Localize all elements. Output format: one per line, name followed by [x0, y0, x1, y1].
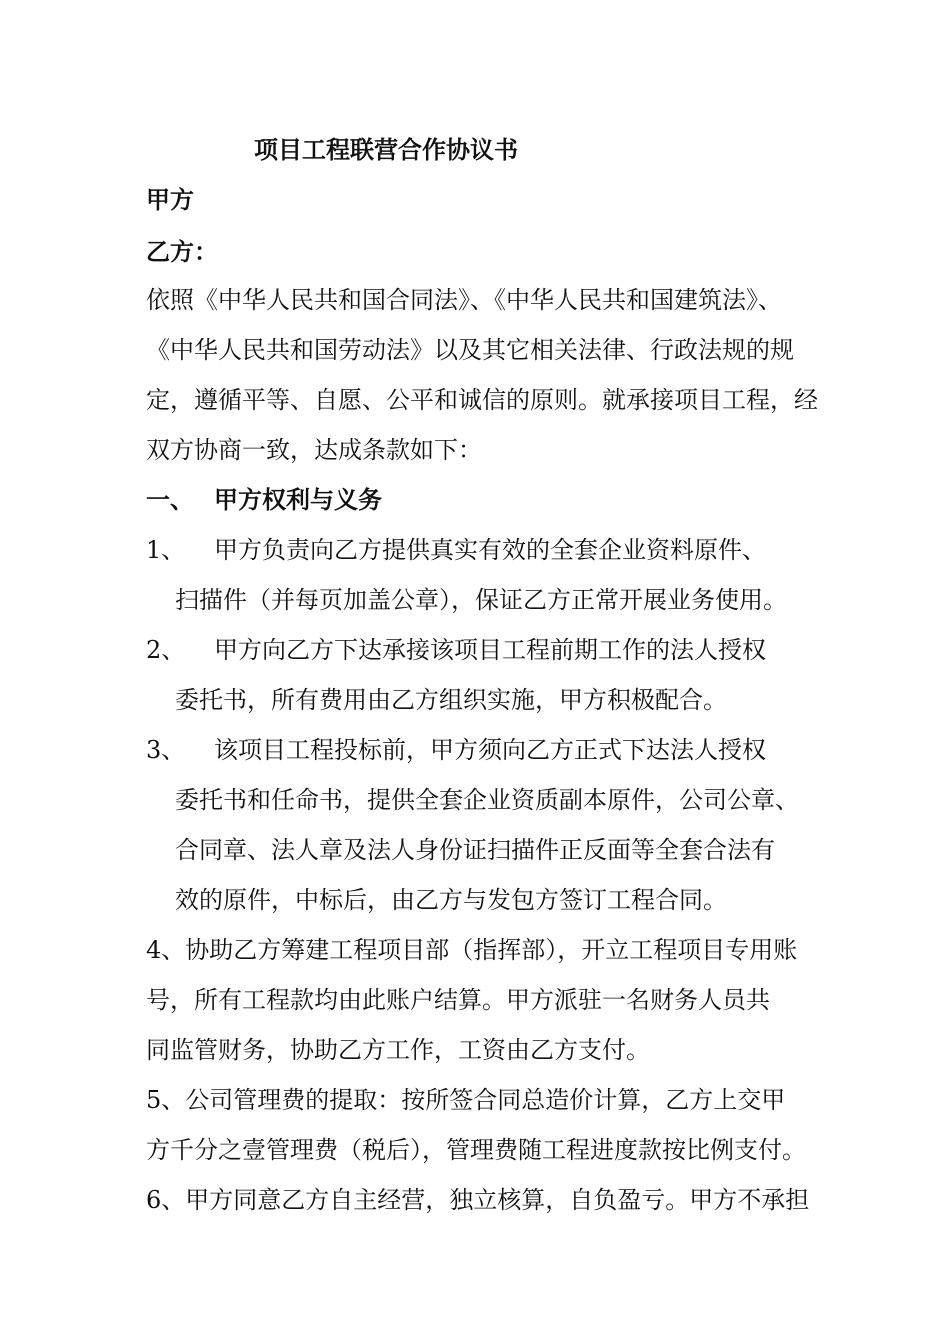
- item-text: 该项目工程投标前，甲方须向乙方正式下达法人授权: [214, 736, 766, 764]
- item-continuation: 号，所有工程款均由此账户结算。甲方派驻一名财务人员共: [146, 986, 770, 1014]
- list-item-1: [146, 534, 766, 566]
- section-title: 甲方权利与义务: [214, 485, 382, 514]
- item-number: 3、: [146, 736, 186, 764]
- list-item-6: 6、甲方同意乙方自主经营，独立核算，自负盈亏。甲方不承担: [146, 1186, 810, 1214]
- document-title: 项目工程联营合作协议书: [254, 135, 518, 164]
- item-continuation: 委托书和任命书，提供全套企业资质副本原件，公司公章、: [175, 786, 799, 814]
- item-number: 1、: [146, 536, 186, 564]
- preamble-line: 依照《中华人民共和国合同法》、《中华人民共和国建筑法》、: [146, 286, 782, 314]
- item-text: 甲方向乙方下达承接该项目工程前期工作的法人授权: [214, 636, 766, 664]
- item-continuation: 方千分之壹管理费（税后），管理费随工程进度款按比例支付。: [146, 1136, 806, 1164]
- list-item-4: 4、协助乙方筹建工程项目部（指挥部），开立工程项目专用账: [146, 936, 798, 964]
- list-item-5: 5、公司管理费的提取：按所签合同总造价计算，乙方上交甲: [146, 1086, 786, 1114]
- item-continuation: 合同章、法人章及法人身份证扫描件正反面等全套合法有: [175, 836, 775, 864]
- item-continuation: 扫描件（并每页加盖公章），保证乙方正常开展业务使用。: [175, 586, 787, 614]
- preamble-line: 双方协商一致，达成条款如下：: [146, 436, 482, 464]
- list-item-2: [146, 634, 766, 666]
- section-heading: [146, 484, 382, 516]
- preamble-line: 《中华人民共和国劳动法》以及其它相关法律、行政法规的规: [146, 336, 794, 364]
- item-continuation: 同监管财务，协助乙方工作，工资由乙方支付。: [146, 1036, 650, 1064]
- list-item-3: [146, 734, 766, 766]
- party-b-label: 乙方：: [146, 237, 218, 266]
- item-continuation: 委托书，所有费用由乙方组织实施，甲方积极配合。: [175, 686, 727, 714]
- party-a-label: 甲方: [146, 185, 194, 214]
- item-continuation: 效的原件，中标后，由乙方与发包方签订工程合同。: [175, 886, 727, 914]
- item-text: 甲方负责向乙方提供真实有效的全套企业资料原件、: [214, 536, 766, 564]
- item-number: 2、: [146, 636, 186, 664]
- section-number: 一、: [146, 485, 194, 514]
- preamble-line: 定，遵循平等、自愿、公平和诚信的原则。就承接项目工程，经: [146, 386, 818, 414]
